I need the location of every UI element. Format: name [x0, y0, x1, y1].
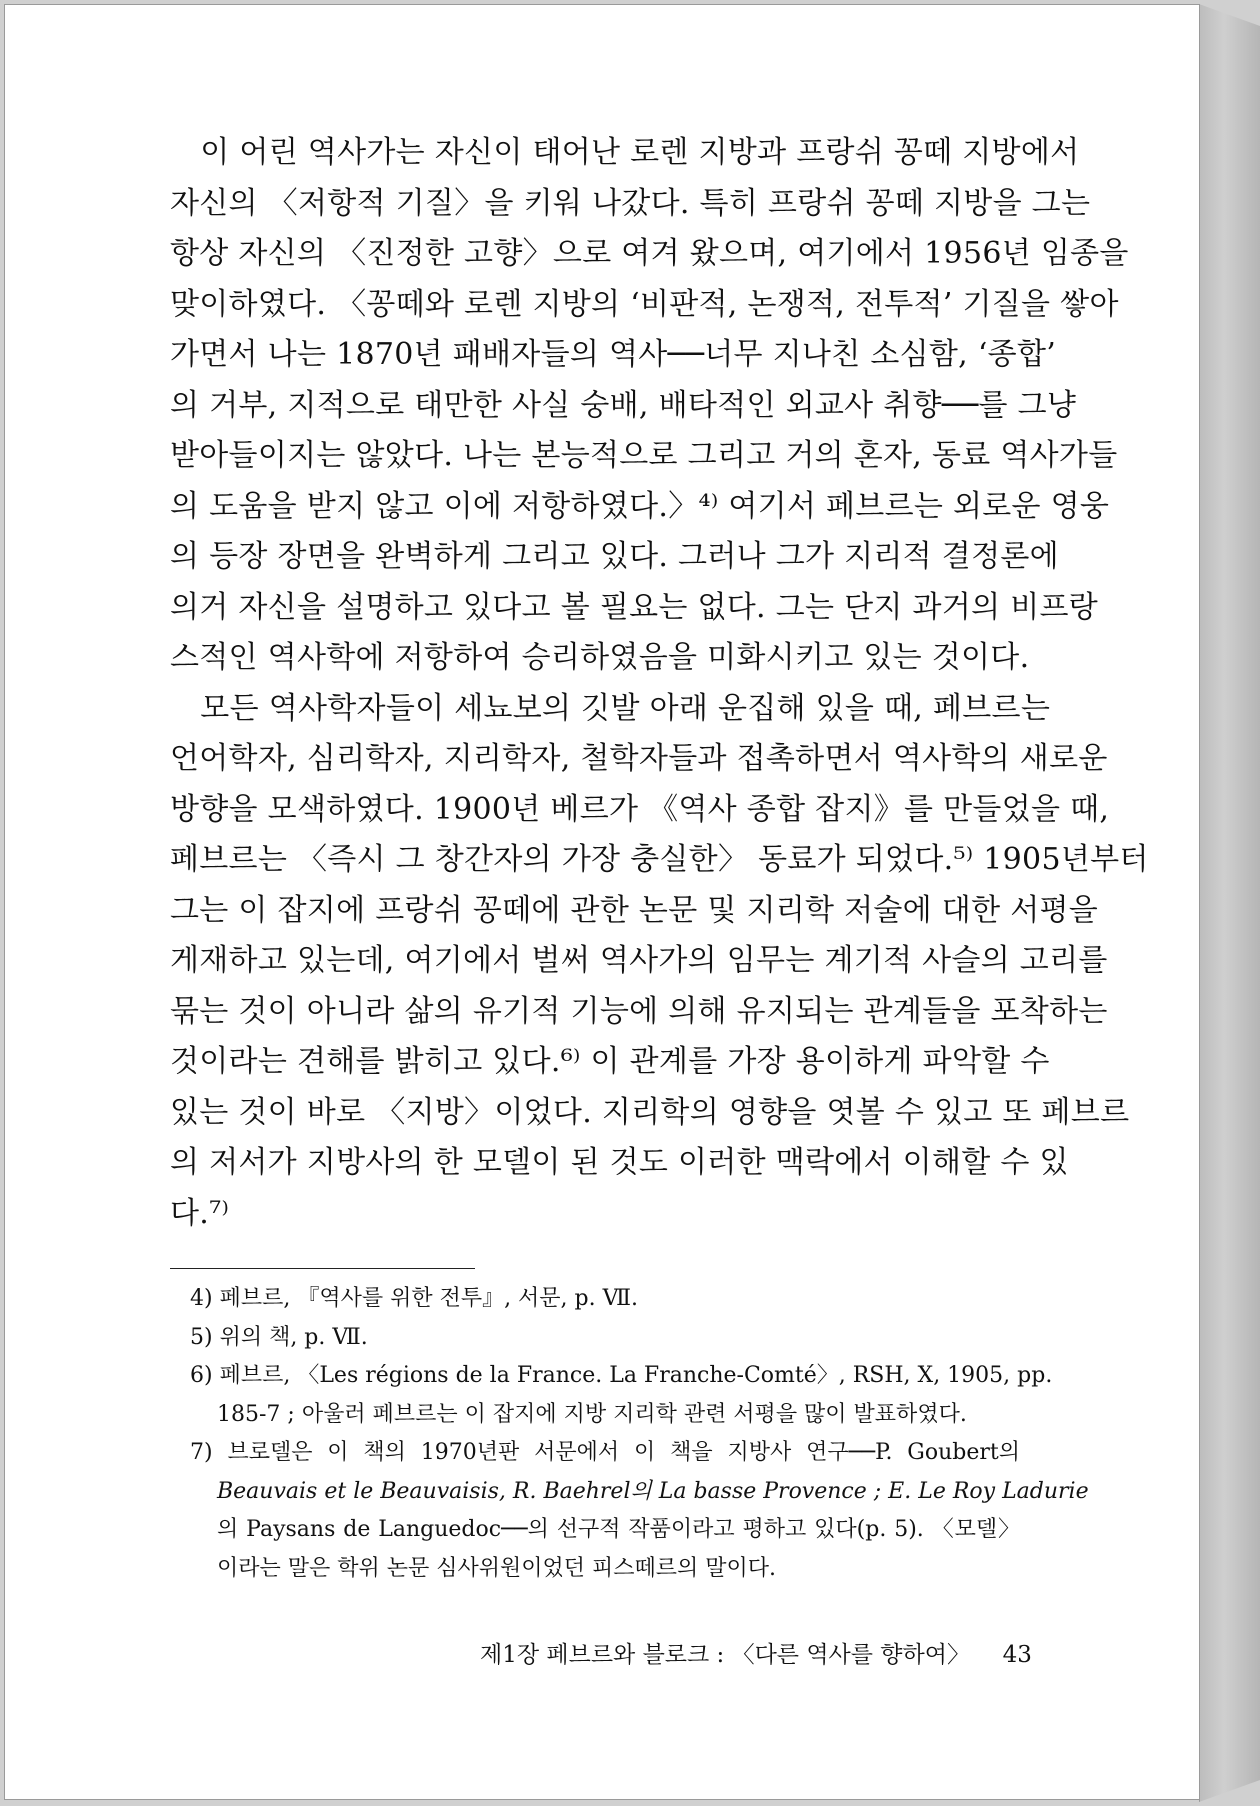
body-line: 묶는 것이 아니라 삶의 유기적 기능에 의해 유지되는 관계들을 포착하는	[170, 993, 1108, 1029]
body-line: 페브르는 〈즉시 그 창간자의 가장 충실한〉 동료가 되었다.⁵⁾ 1905년부터	[170, 842, 1149, 877]
footnote-rule	[170, 1268, 475, 1269]
body-line: 가면서 나는 1870년 패배자들의 역사──너무 지나친 소심함, ‘종합’	[170, 337, 1057, 372]
body-line: 그는 이 잡지에 프랑쉬 꽁떼에 관한 논문 및 지리학 저술에 대한 서평을	[170, 892, 1099, 928]
footnote-line: 의 Paysans de Languedoc──의 선구적 작품이라고 평하고 있다(p. 5). 〈모델〉	[217, 1517, 1020, 1542]
body-line: 자신의 〈저항적 기질〉을 키워 나갔다. 특히 프랑쉬 꽁떼 지방을 그는	[170, 185, 1091, 221]
body-line: 모든 역사학자들이 세뇨보의 깃발 아래 운집해 있을 때, 페브르는	[170, 690, 1051, 726]
footnote-line: 5) 위의 책, p. Ⅶ.	[190, 1324, 368, 1350]
body-line: 의 등장 장면을 완벽하게 그리고 있다. 그러나 그가 지리적 결정론에	[170, 539, 1059, 574]
footnote-line: 6) 페브르, 〈Les régions de la France. La Franche-Comté〉, RSH, X, 1905, pp.	[190, 1363, 1053, 1388]
page-number: 43	[1002, 1642, 1032, 1668]
running-foot-title: 제1장 페브르와 블로크 : 〈다른 역사를 향하여〉	[480, 1642, 970, 1668]
body-line: 것이라는 견해를 밝히고 있다.⁶⁾ 이 관계를 가장 용이하게 파악할 수	[170, 1044, 1050, 1079]
body-line: 받아들이지는 않았다. 나는 본능적으로 그리고 거의 혼자, 동료 역사가들	[170, 438, 1118, 473]
body-line: 의 도움을 받지 않고 이에 저항하였다.〉⁴⁾ 여기서 페브르는 외로운 영웅	[170, 488, 1110, 524]
body-line: 언어학자, 심리학자, 지리학자, 철학자들과 접촉하면서 역사학의 새로운	[170, 741, 1108, 776]
body-line: 스적인 역사학에 저항하여 승리하였음을 미화시키고 있는 것이다.	[170, 640, 1030, 675]
body-line: 항상 자신의 〈진정한 고향〉으로 여겨 왔으며, 여기에서 1956년 임종을	[170, 236, 1129, 271]
footnote-line: 4) 페브르, 『역사를 위한 전투』, 서문, p. Ⅶ.	[190, 1286, 638, 1311]
footnote-line: 7) 브로델은 이 책의 1970년판 서문에서 이 책을 지방사 연구──P. Goubert의	[190, 1440, 1020, 1465]
footnote-line: 이라는 말은 학위 논문 심사위원이었던 피스떼르의 말이다.	[217, 1555, 777, 1581]
body-line: 맞이하였다. 〈꽁떼와 로렌 지방의 ‘비판적, 논쟁적, 전투적’ 기질을 쌓아	[170, 286, 1119, 322]
footnotes	[190, 1280, 1089, 1588]
body-text	[170, 128, 1149, 1239]
body-line: 의 거부, 지적으로 태만한 사실 숭배, 배타적인 외교사 취향──를 그냥	[170, 387, 1077, 423]
footnote-line: 185-7 ; 아울러 페브르는 이 잡지에 지방 지리학 관련 서평을 많이 발표하였다.	[217, 1401, 967, 1427]
footnote-line: Beauvais et le Beauvaisis, R. Baehrel의 La basse Provence ; E. Le Roy Ladurie	[217, 1478, 1089, 1504]
page-edge	[1199, 4, 1260, 1802]
body-line: 의거 자신을 설명하고 있다고 볼 필요는 없다. 그는 단지 과거의 비프랑	[170, 589, 1099, 625]
body-line: 의 저서가 지방사의 한 모델이 된 것도 이러한 맥락에서 이해할 수 있	[170, 1145, 1069, 1180]
body-line: 이 어린 역사가는 자신이 태어난 로렌 지방과 프랑쉬 꽁떼 지방에서	[170, 135, 1080, 170]
body-line: 방향을 모색하였다. 1900년 베르가 《역사 종합 잡지》를 만들었을 때,	[170, 791, 1110, 827]
running-footer	[480, 1636, 1032, 1669]
body-line: 다.⁷⁾	[170, 1195, 230, 1231]
body-line: 게재하고 있는데, 여기에서 벌써 역사가의 임무는 계기적 사슬의 고리를	[170, 943, 1108, 978]
body-line: 있는 것이 바로 〈지방〉이었다. 지리학의 영향을 엿볼 수 있고 또 페브르	[170, 1094, 1130, 1130]
